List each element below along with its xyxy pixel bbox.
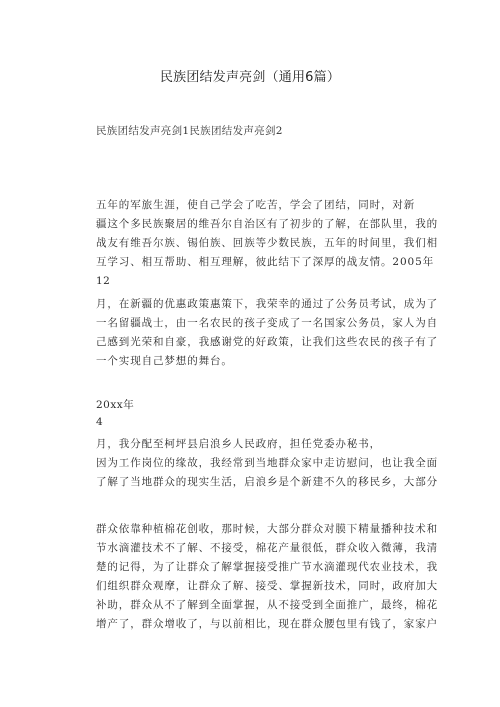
text-line: 疆这个多民族聚居的维吾尔自治区有了初步的了解，在部队里，我的	[96, 218, 438, 230]
paragraph-block-4	[96, 520, 436, 634]
text-line: 楚的记得，为了让群众了解掌握接受推广节水滴灌现代农业技术，我	[96, 561, 438, 573]
text-line: 月，我分配至柯坪县启浪乡人民政府，担任党委办秘书，	[96, 438, 381, 450]
text-line: 们组织群众观摩，让群众了解、接受、掌握新技术，同时，政府加大	[96, 580, 438, 592]
text-line: 一名留疆战士，由一名农民的孩子变成了一名国家公务员，家人为自	[96, 317, 438, 329]
document-title: 民族团结发声亮剑（通用6篇）	[159, 70, 341, 85]
text-line-20xx: 20xx年	[96, 399, 135, 411]
text-line: 己感到光荣和自豪，我感谢党的好政策，让我们这些农民的孩子有了	[96, 336, 438, 348]
paragraph-block-2	[96, 295, 436, 371]
text-line: 补助，群众从不了解到全面掌握，从不接受到全面推广，最终，棉花	[96, 599, 438, 611]
text-line: 战友有维吾尔族、锡伯族、回族等少数民族，五年的时间里，我们相	[96, 237, 438, 249]
document-subtitle: 民族团结发声亮剑1民族团结发声亮剑2	[96, 125, 283, 137]
text-line: 了解了当地群众的现实生活，启浪乡是个新建不久的移民乡，大部分	[96, 476, 438, 488]
paragraph-block-3	[96, 435, 436, 492]
text-line: 节水滴灌技术不了解、不接受，棉花产量很低，群众收入微薄，我清	[96, 542, 438, 554]
text-line: 五年的军旅生涯，使自己学会了吃苦，学会了团结，同时，对新	[96, 199, 416, 211]
paragraph-block-1	[96, 196, 436, 272]
text-line: 互学习、相互帮助、相互理解，彼此结下了深厚的战友情。2005年	[96, 256, 435, 268]
text-line: 增产了，群众增收了，与以前相比，现在群众腰包里有钱了，家家户	[96, 618, 438, 630]
text-line: 月，在新疆的优惠政策惠策下，我荣幸的通过了公务员考试，成为了	[96, 298, 438, 310]
text-line: 一个实现自己梦想的舞台。	[96, 355, 233, 367]
text-line: 群众依靠种植棉花创收，那时候，大部分群众对膜下精量播种技术和	[96, 523, 438, 535]
text-line-12: 12	[96, 275, 111, 287]
text-line-4: 4	[96, 416, 104, 428]
text-line: 因为工作岗位的缘故，我经常到当地群众家中走访慰问，也让我全面	[96, 457, 438, 469]
